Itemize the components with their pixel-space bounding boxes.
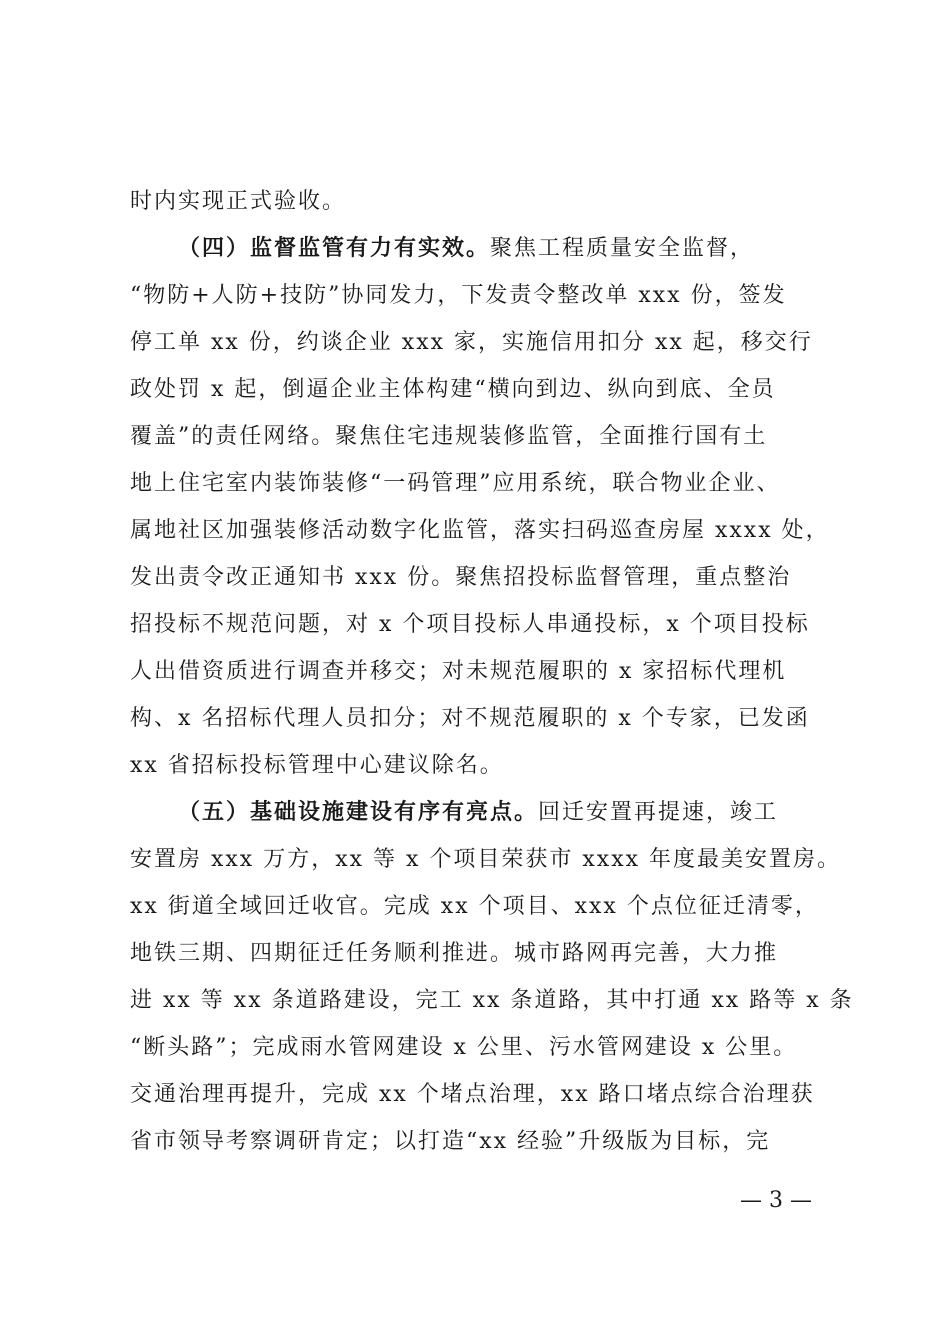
paragraph-four-first-line: [130, 225, 830, 272]
text-line: 发出责令改正通知书 xxx 份。聚焦招投标监督管理，重点整治: [130, 565, 792, 590]
text-line: “断头路”；完成雨水管网建设 x 公里、污水管网建设 x 公里。: [130, 1035, 798, 1060]
page-number: — 3 —: [740, 1188, 812, 1213]
text-line: “物防+人防+技防”协同发力，下发责令整改单 xxx 份，签发: [130, 283, 787, 308]
text-line: 覆盖”的责任网络。聚焦住宅违规装修监管，全面推行国有土: [130, 424, 768, 449]
text-line: 时内实现正式验收。: [130, 189, 347, 214]
section-heading-five: （五）基础设施建设有序有亮点。: [178, 799, 539, 825]
section-heading-four: （四）监督监管有力有实效。: [178, 235, 491, 261]
document-body: [130, 178, 854, 1165]
text-line: 地上住宅室内装饰装修“一码管理”应用系统，联合物业企业、: [130, 471, 781, 496]
text-line: 人出借资质进行调查并移交；对未规范履职的 x 家招标代理机: [130, 659, 787, 684]
text-line: 属地社区加强装修活动数字化监管，落实扫码巡查房屋 xxxx 处，: [130, 518, 830, 543]
text-line: 省市领导考察调研肯定；以打造“xx 经验”升级版为目标，完: [130, 1129, 771, 1154]
text-line: 进 xx 等 xx 条道路建设，完工 xx 条道路，其中打通 xx 路等 x 条: [130, 988, 854, 1013]
text-line: 招投标不规范问题，对 x 个项目投标人串通投标，x 个项目投标: [130, 612, 810, 637]
text-line: 地铁三期、四期征迁任务顺利推进。城市路网再完善，大力推: [130, 941, 779, 966]
paragraph-five-first-line: [130, 789, 830, 836]
text-line: xx 街道全域回迁收官。完成 xx 个项目、xxx 个点位征迁清零，: [130, 894, 819, 919]
text-segment: 回迁安置再提速，竣工: [538, 800, 779, 825]
text-line: xx 省招标投标管理中心建议除名。: [130, 753, 504, 778]
text-segment: 聚焦工程质量安全监督，: [490, 236, 755, 261]
text-line: 政处罚 x 起，倒逼企业主体构建“横向到边、纵向到底、全员: [130, 377, 776, 402]
text-line: 构、x 名招标代理人员扣分；对不规范履职的 x 个专家，已发函: [130, 706, 810, 731]
text-line: 交通治理再提升，完成 xx 个堵点治理，xx 路口堵点综合治理获: [130, 1082, 815, 1107]
text-line: 安置房 xxx 万方，xx 等 x 个项目荣获市 xxxx 年度最美安置房。: [130, 847, 842, 872]
text-line: 停工单 xx 份，约谈企业 xxx 家，实施信用扣分 xx 起，移交行: [130, 330, 813, 355]
